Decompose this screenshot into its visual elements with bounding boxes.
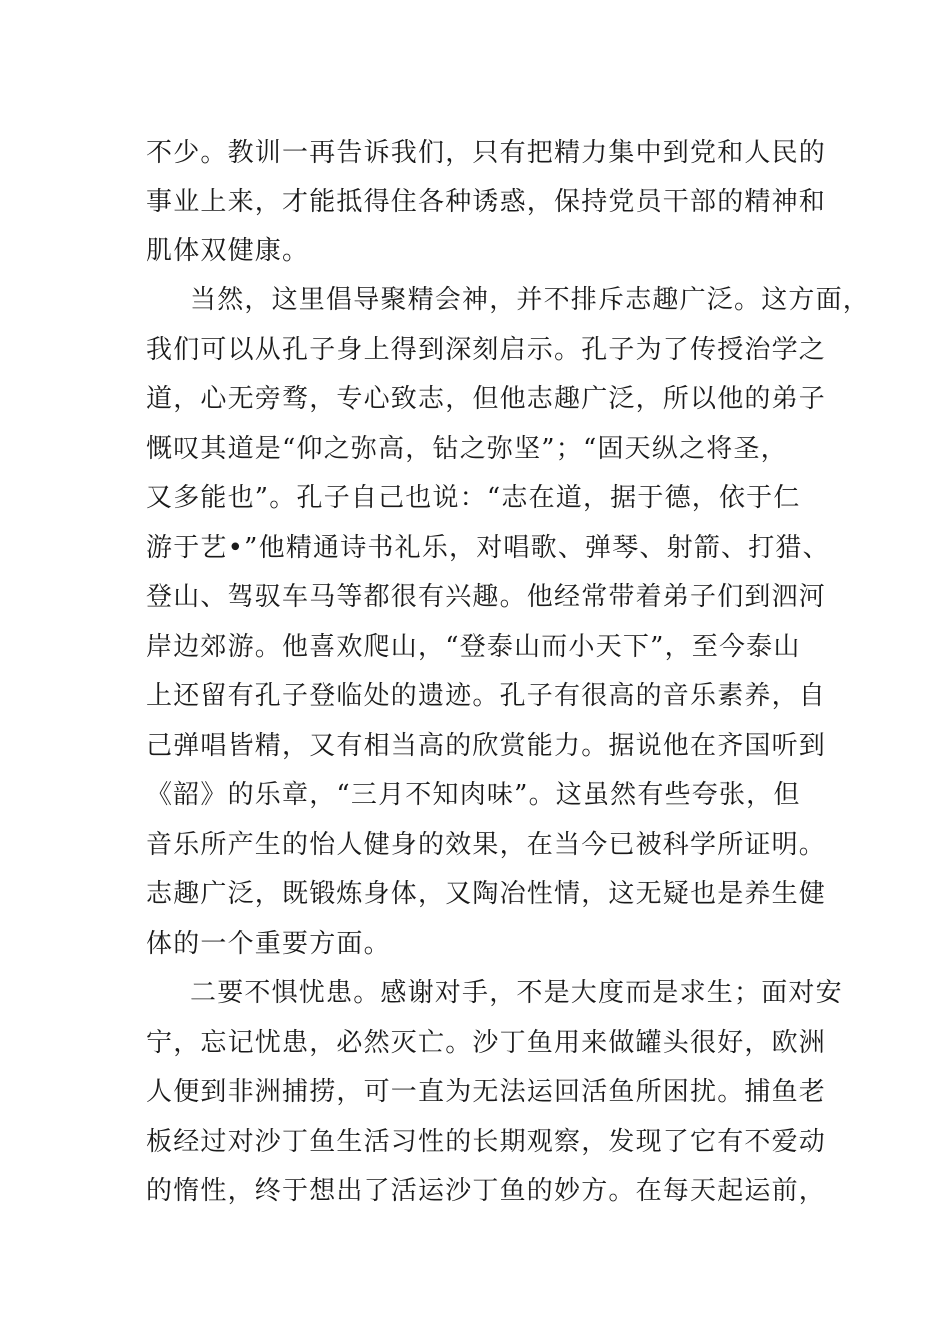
text-line: 不少。教训一再告诉我们，只有把精力集中到党和人民的 (146, 138, 827, 168)
text-line: 游于艺•”他精通诗书礼乐，对唱歌、弹琴、射箭、打猎、 (146, 533, 830, 563)
text-line: 慨叹其道是“仰之弥高，钻之弥坚”；“固天纵之将圣， (146, 434, 788, 464)
text-line: 的惰性，终于想出了活运沙丁鱼的妙方。在每天起运前， (146, 1176, 827, 1206)
text-line: 肌体双健康。 (146, 236, 310, 266)
text-line: 人便到非洲捕捞，可一直为无法运回活鱼所困扰。捕鱼老 (146, 1077, 827, 1107)
paragraph-first-line: 二要不惧忧患。感谢对手，不是大度而是求生；面对安 (190, 978, 843, 1008)
text-line: 体的一个重要方面。 (146, 929, 391, 959)
text-line: 上还留有孔子登临处的遗迹。孔子有很高的音乐素养，自 (146, 681, 827, 711)
text-line: 又多能也”。孔子自己也说：“志在道，据于德，依于仁 (146, 483, 801, 513)
text-line: 岸边郊游。他喜欢爬山，“登泰山而小天下”，至今泰山 (146, 632, 801, 662)
text-line: 《韶》的乐章，“三月不知肉味”。这虽然有些夸张，但 (146, 780, 801, 810)
paragraph-first-line: 当然，这里倡导聚精会神，并不排斥志趣广泛。这方面， (190, 285, 871, 315)
text-line: 道，心无旁骛，专心致志，但他志趣广泛，所以他的弟子 (146, 384, 827, 414)
text-line: 志趣广泛，既锻炼身体，又陶冶性情，这无疑也是养生健 (146, 879, 827, 909)
text-line: 宁，忘记忧患，必然灭亡。沙丁鱼用来做罐头很好，欧洲 (146, 1028, 827, 1058)
text-line: 事业上来，才能抵得住各种诱惑，保持党员干部的精神和 (146, 187, 827, 217)
text-line: 登山、驾驭车马等都很有兴趣。他经常带着弟子们到泗河 (146, 582, 827, 612)
text-line: 我们可以从孔子身上得到深刻启示。孔子为了传授治学之 (146, 335, 827, 365)
text-line: 板经过对沙丁鱼生活习性的长期观察，发现了它有不爱动 (146, 1127, 827, 1157)
text-line: 音乐所产生的怡人健身的效果，在当今已被科学所证明。 (146, 830, 827, 860)
text-line: 己弹唱皆精，又有相当高的欣赏能力。据说他在齐国听到 (146, 731, 827, 761)
